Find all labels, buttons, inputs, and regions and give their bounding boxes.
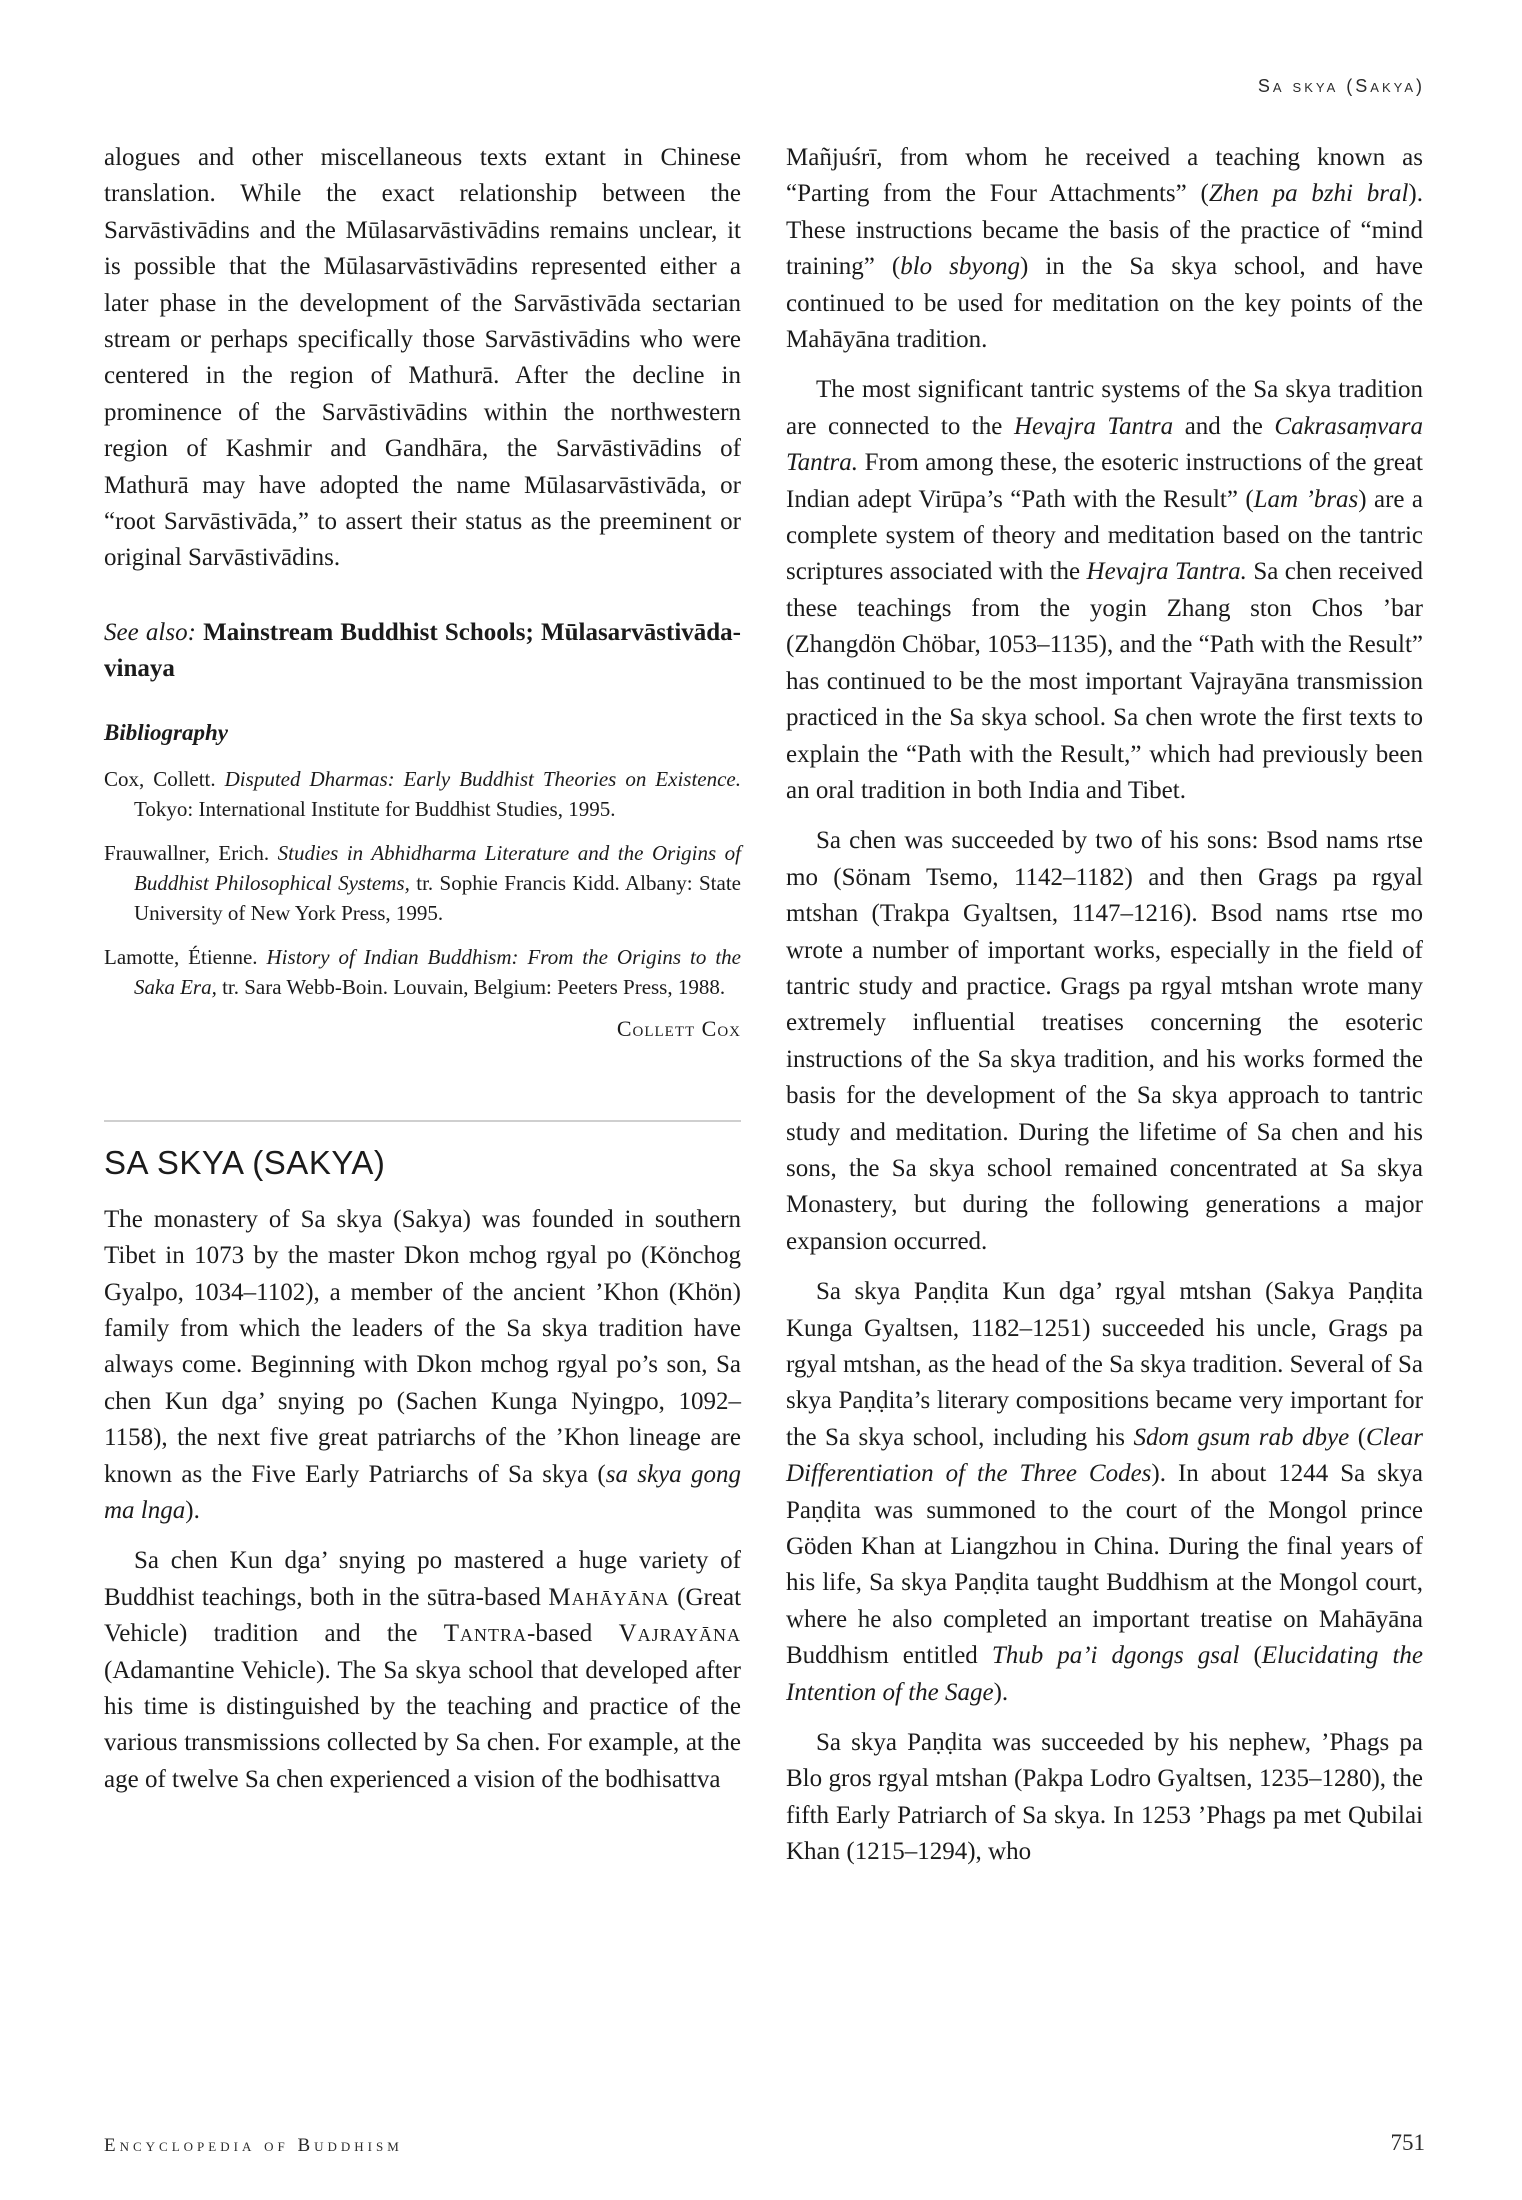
text-run: -based <box>527 1620 619 1648</box>
left-column <box>104 140 741 1798</box>
tibetan-term: blo sbyong <box>900 253 1020 281</box>
text-run: ). In about 1244 Sa skya Paṇḍita was summoned to the court of the Mongol prince Göden Khan at Liangzhou in China. During the final years of his life, Sa skya Paṇḍita taught Buddhism at the Mongol court, where he also completed an important treatise on Mahāyāna Buddhism entitled <box>786 1460 1423 1670</box>
text-run: From among these, the esoteric instructions of the great Indian adept Virūpa’s “Path with the Result” ( <box>786 449 1423 513</box>
cross-reference[interactable]: Tantra <box>443 1620 528 1648</box>
article-paragraph <box>104 1543 741 1798</box>
tibetan-term: sa skya gong ma lnga <box>104 1460 741 1524</box>
text-run: Sa chen Kun dga’ snying po mastered a huge variety of Buddhist teachings, both in the sūtra-based <box>104 1547 741 1611</box>
text-title: Elucidating the Intention of the Sage <box>786 1642 1423 1706</box>
tibetan-term: Sdom gsum rab dbye <box>1133 1423 1350 1451</box>
publication-footer: Encyclopedia of Buddhism <box>104 2135 403 2156</box>
text-run: ( <box>1349 1423 1367 1451</box>
see-also-links[interactable]: Mainstream Buddhist Schools; Mūlasarvāstivāda-vinaya <box>104 618 742 683</box>
text-run: ) in the Sa skya school, and have continued to be used for meditation on the key points of the Mahāyāna tradition. <box>786 253 1423 354</box>
text-run: ). <box>185 1496 200 1524</box>
bib-title: Studies in Abhidharma Literature and the Origins of Buddhist Philosophical Systems, <box>134 840 741 895</box>
bibliography-heading: Bibliography <box>104 719 228 745</box>
text-run: ) are a complete system of theory and meditation based on the tantric scriptures associated with the <box>786 485 1423 586</box>
right-column <box>786 140 1423 1871</box>
text-run: ( <box>1239 1642 1262 1670</box>
article-paragraph: Sa chen was succeeded by two of his sons: Bsod nams rtse mo (Sönam Tsemo, 1142–1182) and then Grags pa rgyal mtshan (Trakpa Gyaltsen, 1147–1216). Bsod nams rtse mo wrote a number of important works, especially in the field of tantric study and practice. Grags pa rgyal mtshan wrote many extremely influential treatises concerning the esoteric instructions of the Sa skya tradition, and his works formed the basis for the development of the Sa skya approach to tantric study and meditation. During the lifetime of Sa chen and his sons, the Sa skya school remained concentrated at Sa skya Monastery, but during the following generations a major expansion occurred. <box>786 827 1423 1255</box>
bib-publication: Tokyo: International Institute for Buddhist Studies, 1995. <box>134 796 616 821</box>
text-run: The most significant tantric systems of the Sa skya tradition are connected to the <box>786 376 1423 440</box>
bib-title: History of Indian Buddhism: From the Origins to the Saka Era, <box>134 944 741 999</box>
bibliography-entry <box>104 942 741 1002</box>
text-run: The monastery of Sa skya (Sakya) was founded in southern Tibet in 1073 by the master Dkon mchog rgyal po (Könchog Gyalpo, 1034–1102), a member of the ancient ’Khon (Khön) family from which the leaders of the Sa skya tradition have always come. Beginning with Dkon mchog rgyal po’s son, Sa chen Kun dga’ snying po (Sachen Kunga Nyingpo, 1092–1158), the next five great patriarchs of the ’Khon lineage are known as the Five Early Patriarchs of Sa skya ( <box>104 1205 741 1488</box>
bib-author: Frauwallner, Erich. <box>104 840 270 865</box>
text-run: (Great Vehicle) tradition and the <box>104 1583 742 1648</box>
tibetan-term: Thub pa’i dgongs gsal <box>991 1642 1240 1670</box>
tibetan-term: Lam ’bras <box>1253 485 1359 513</box>
article-paragraph <box>786 140 1423 358</box>
section-divider <box>104 1120 741 1122</box>
bib-publication: tr. Sara Webb-Boin. Louvain, Belgium: Peeters Press, 1988. <box>222 974 726 999</box>
text-title: Hevajra Tantra. <box>1086 558 1247 586</box>
cross-reference[interactable]: Vajrayāna <box>618 1620 741 1648</box>
tibetan-term: Zhen pa bzhi bral <box>1208 180 1409 208</box>
author-signature: Collett Cox <box>616 1015 741 1041</box>
bib-title: Disputed Dharmas: Early Buddhist Theories on Existence. <box>224 766 741 791</box>
cross-reference[interactable]: Mahāyāna <box>548 1583 670 1611</box>
bib-author: Lamotte, Étienne. <box>104 944 258 969</box>
continued-paragraph: alogues and other miscellaneous texts extant in Chinese translation. While the exact relationship between the Sarvāstivādins and the Mūlasarvāstivādins remains unclear, it is possible that the Mūlasarvāstivādins represented either a later phase in the development of the Sarvāstivāda sectarian stream or perhaps specifically those Sarvāstivādins who were centered in the region of Mathurā. After the decline in prominence of the Sarvāstivādins within the northwestern region of Kashmir and Gandhāra, the Sarvāstivādins of Mathurā may have adopted the name Mūlasarvāstivāda, or “root Sarvāstivāda,” to assert their status as the preeminent or original Sarvāstivādins. <box>104 144 741 572</box>
article-paragraph <box>786 1274 1423 1711</box>
bib-publication: tr. Sophie Francis Kidd. Albany: State University of New York Press, 1995. <box>134 870 741 925</box>
article-paragraph <box>786 372 1423 809</box>
article-title: SA SKYA (SAKYA) <box>104 1143 386 1181</box>
text-run: (Adamantine Vehicle). The Sa skya school that developed after his time is distinguished by the teaching and practice of the various transmissions collected by Sa chen. For example, at the age of twelve Sa chen experienced a vision of the bodhisattva <box>104 1656 741 1793</box>
text-run: ). <box>993 1678 1009 1706</box>
text-title: Clear Differentiation of the Three Codes <box>786 1423 1423 1488</box>
text-run: Sa skya Paṇḍita Kun dga’ rgyal mtshan (Sakya Paṇḍita Kunga Gyaltsen, 1182–1251) succeeded his uncle, Grags pa rgyal mtshan, as the head of the Sa skya tradition. Several of Sa skya Paṇḍita’s literary compositions became very important for the Sa skya school, including his <box>786 1278 1423 1451</box>
running-head: Sa skya (Sakya) <box>1257 76 1425 96</box>
text-run: ). These instructions became the basis of the practice of “mind training” ( <box>786 180 1423 281</box>
article-paragraph: Sa skya Paṇḍita was succeeded by his nephew, ’Phags pa Blo gros rgyal mtshan (Pakpa Lodro Gyaltsen, 1235–1280), the fifth Early Patriarch of Sa skya. In 1253 ’Phags pa met Qubilai Khan (1215–1294), who <box>786 1729 1423 1866</box>
article-paragraph <box>104 1202 741 1530</box>
text-run: and the <box>1173 412 1275 440</box>
text-run: Mañjuśrī, from whom he received a teaching known as “Parting from the Four Attachments” ( <box>786 144 1423 208</box>
text-title: Cakrasaṃvara Tantra. <box>786 412 1423 477</box>
text-run: Sa chen received these teachings from the yogin Zhang ston Chos ’bar (Zhangdön Chöbar, 1053–1135), and the “Path with the Result” has continued to be the most important Vajrayāna transmission practiced in the Sa skya school. Sa chen wrote the first texts to explain the “Path with the Result,” which had previously been an oral tradition in both India and Tibet. <box>786 558 1423 804</box>
text-title: Hevajra Tantra <box>1013 412 1174 440</box>
bib-author: Cox, Collett. <box>104 766 216 791</box>
page-number: 751 <box>1390 2130 1425 2155</box>
see-also <box>104 615 741 688</box>
bibliography-entry <box>104 764 741 824</box>
see-also-label: See also: <box>104 618 196 646</box>
bibliography-entry <box>104 838 741 928</box>
